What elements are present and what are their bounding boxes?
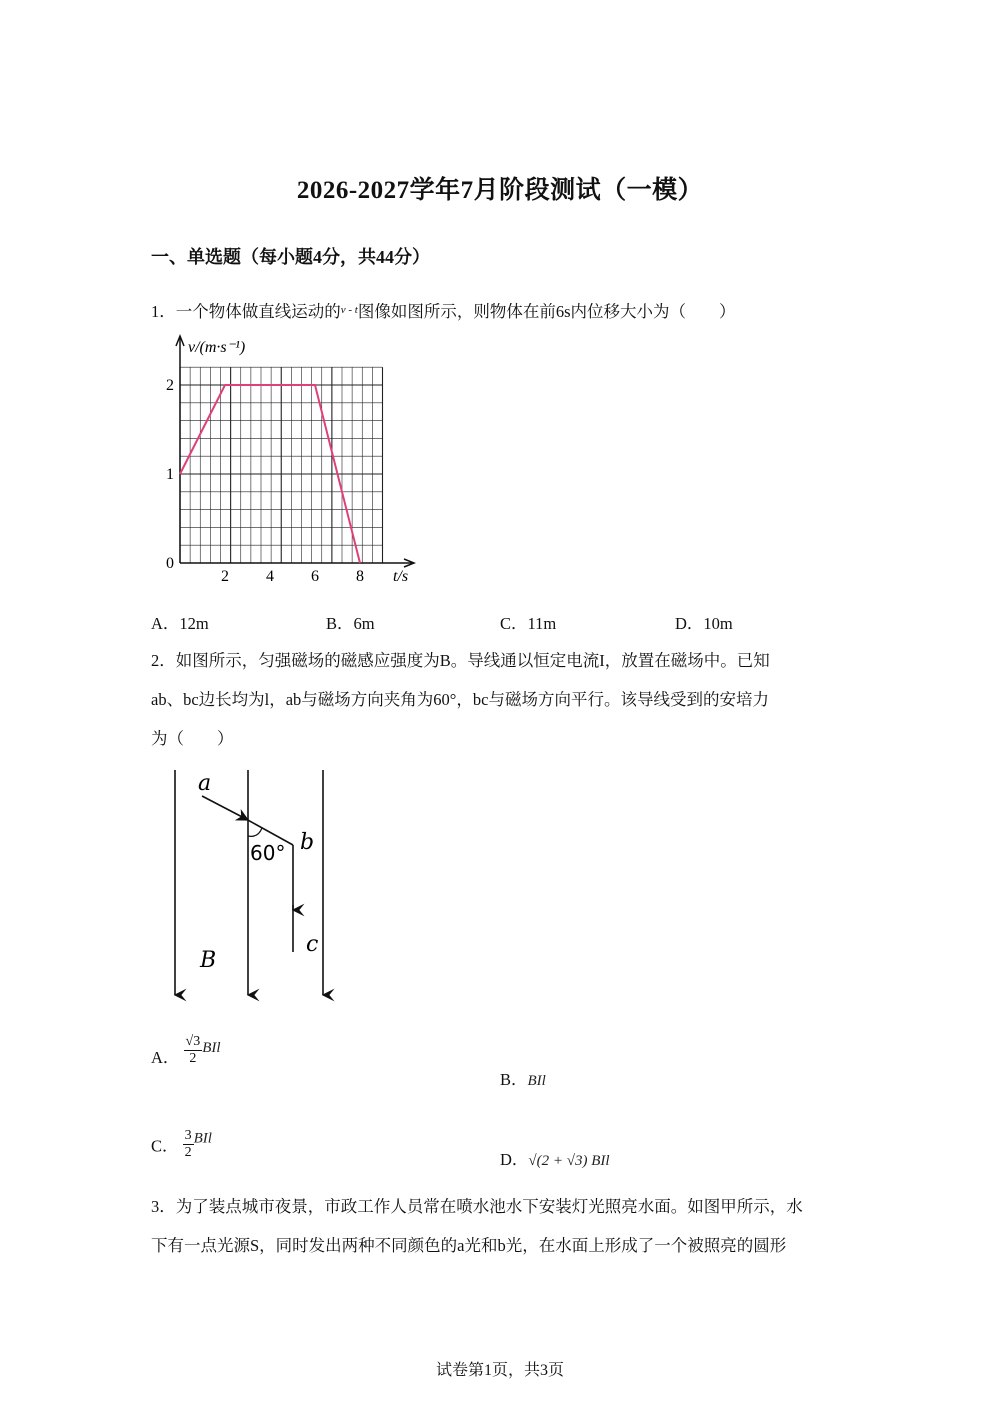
y-tick-label: 0 [166,555,174,572]
label-b: b [300,830,315,855]
x-tick-label: 8 [356,568,364,585]
fraction [183,1128,194,1161]
option-math: BIl [527,1073,546,1089]
option-text: 12m [179,614,209,633]
q1-text-before: 一个物体做直线运动的 [175,302,341,321]
option-label: D． [500,1150,529,1169]
option-text: 11m [527,614,557,633]
q2-option-a[interactable] [151,1033,221,1068]
option-math: BIl [202,1040,221,1056]
q3-line-1-text: 为了装点城市夜景，市政工作人员常在喷水池水下安装灯光照亮水面。如图甲所示，水 [175,1197,803,1216]
y-axis-label: v/(m·s⁻¹) [188,339,246,356]
q2-option-d[interactable] [500,1146,610,1170]
label-angle: 60° [250,841,286,865]
q1-option-a[interactable] [151,610,209,634]
label-field-B: B [200,948,217,973]
question-2-line-1 [151,651,770,671]
option-label: A． [151,614,180,633]
question-3-line-1 [151,1197,803,1217]
option-label: C． [500,614,528,633]
fraction-numerator: √3 [185,1033,201,1049]
label-a: a [198,771,212,796]
fraction-denominator: 2 [189,1050,197,1066]
magnetic-field-figure [150,760,350,1010]
fraction-numerator: 3 [184,1128,192,1143]
option-label: D． [675,614,704,633]
question-2-line-3: 为（ ） [151,729,234,748]
x-tick-label: 4 [266,568,274,585]
q1-text-after: 图像如图所示，则物体在前6s内位移大小为（ ） [357,302,736,321]
page-footer: 试卷第1页，共3页 [435,1362,564,1379]
section-header: 一、单选题（每小题4分，共44分） [151,247,430,267]
q2-option-b[interactable] [500,1066,546,1090]
option-label: B． [500,1070,528,1089]
q3-number: 3． [151,1197,176,1216]
page-title: 2026-2027学年7月阶段测试（一模） [296,177,704,204]
option-text: 10m [703,614,733,633]
option-label: B． [326,614,354,633]
q2-option-c[interactable] [151,1128,212,1161]
x-axis-label: t/s [393,568,409,585]
question-3-line-2: 下有一点光源S，同时发出两种不同颜色的a光和b光，在水面上形成了一个被照亮的圆形 [151,1236,787,1255]
q2-number: 2． [151,651,176,670]
q1-option-d[interactable] [675,610,733,634]
chart-labels [166,339,408,585]
question-2-line-2: ab、bc边长均为l，ab与磁场方向夹角为60°，bc与磁场方向平行。该导线受到的安培力 [151,690,769,709]
x-tick-label: 6 [311,568,319,585]
option-label: A． [151,1048,180,1068]
y-tick-label: 2 [166,377,174,394]
fraction [184,1034,203,1067]
vt-chart [150,330,430,590]
y-tick-label: 1 [166,466,174,483]
option-label: C． [151,1136,179,1156]
angle-arc [248,828,262,836]
label-c: c [306,932,319,957]
q2-line-1-text: 如图所示，匀强磁场的磁感应强度为B。导线通以恒定电流I，放置在磁场中。已知 [175,651,770,670]
q1-option-c[interactable] [500,610,556,634]
fraction-denominator: 2 [184,1145,192,1160]
q1-number: 1． [151,302,176,321]
wire-ab-arrow [202,796,248,820]
option-text: 6m [353,614,375,633]
option-math: √(2 + √3) BIl [528,1153,610,1169]
chart-axes [176,336,414,567]
x-tick-label: 2 [221,568,229,585]
q1-vt-symbol: v - t [340,304,358,316]
q1-option-b[interactable] [326,610,375,634]
question-1 [151,300,736,322]
option-math: BIl [193,1130,212,1147]
